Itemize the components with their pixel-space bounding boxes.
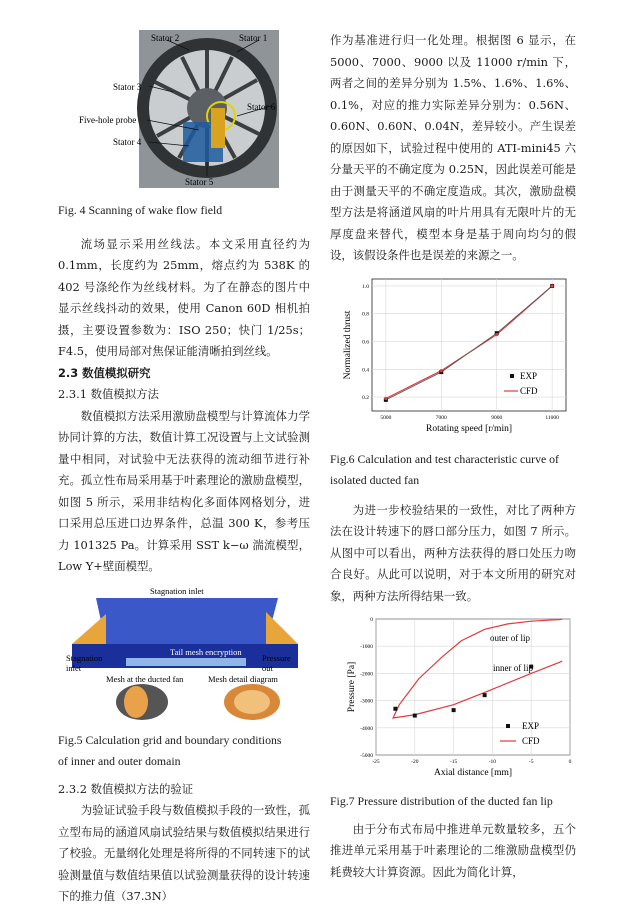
fig6-caption-line1: Fig.6 Calculation and test characteristic curve of [330,451,559,466]
y-tick-label: -2000 [360,671,373,678]
data-point-exp [413,714,417,718]
x-tick-label: 5000 [380,414,392,421]
data-point-exp [483,693,487,697]
data-point-exp [452,708,456,712]
paragraph-lip-pressure: 为进一步校验结果的一致性，对比了两种方法在设计转速下的唇口部分压力，如图 7 所示。从图中可以看出，两种方法获得的唇口处压力吻合良好。从此可以说明，对于本文所用的研究对象，两种方法所得结果一致。 [330,502,576,603]
paragraph-validation: 为验证试验手段与数值模拟手段的一致性，孤立型布局的涵道风扇试验结果与数值模拟结果进行了校验。无量纲化处理是将所得的不同转速下的试验测量值与数值结果值以试验测量获得的设计转速下的推力值（37.3N） [58,803,310,903]
figure-4 [79,30,289,188]
legend-label-cfd: CFD [520,385,538,396]
x-axis-label: Axial distance [mm] [433,768,513,778]
mesh-diagram [66,584,302,724]
legend-label-exp: EXP [522,721,540,731]
y-axis-label: Pressure [Pa] [347,661,357,713]
y-tick-label: 0.2 [362,394,369,401]
x-tick-label: -10 [488,759,497,765]
x-tick-label: -25 [372,759,380,765]
fig6-caption-line2: isolated ducted fan [330,473,420,487]
subsection-heading-2-3-1: 2.3.1 数值模拟方法 [58,387,159,401]
label-mesh-fan: Mesh at the ducted fan [106,673,184,684]
x-tick-label: -20 [411,759,419,765]
wake-flow-photo [79,30,289,188]
fig5-caption-line1: Fig.5 Calculation grid and boundary conditions [58,732,282,747]
legend-marker-exp [506,724,510,728]
series-line-cfd [393,619,562,718]
y-tick-label: -3000 [360,698,373,705]
data-point-exp [393,707,397,711]
y-tick-label: 0 [370,617,373,623]
subsection-heading-2-3-2: 2.3.2 数值模拟方法的验证 [58,781,194,796]
label-mesh-detail: Mesh detail diagram [208,673,278,684]
fig5-caption-line2: of inner and outer domain [58,754,181,768]
label-tail-mesh: Tail mesh encryption [170,646,242,657]
annotation-outer-lip: outer of lip [490,633,530,643]
label-probe: Five-hole probe [79,115,137,125]
label-stator5: Stator 5 [185,177,214,187]
legend-label-cfd: CFD [522,736,540,746]
label-stator2: Stator 2 [151,33,180,43]
paragraph-normalization: 作为基准进行归一化处理。根据图 6 显示，在 5000、7000、9000 以及 11000 r/min 下，两者之间的差异分别为 1.5%、1.6%、1.6%、0.1%，对应的推力实际差异分别为：0.56N、0.60N、0.60N、0.04N，差异较小。产生误差的原因如下，试验过程中使用的 ATI-mini45 六分量天平的不确定度为 0.25N，因此误差可能是由于测量天平的不确定度造成。其次，激励盘模型方法是将涵道风扇的叶片用具有无限叶片的无厚度盘来替代，模型本身是基于周向均匀的假设，该假设条件也是误差的来源之一。 [330,33,576,262]
y-tick-label: 0.4 [362,366,369,373]
fig4-caption: Fig. 4 Scanning of wake flow field [58,203,223,217]
label-pressure-out: Pressure out [262,652,291,673]
legend-marker-exp [510,374,514,378]
thrust-chart [330,273,576,443]
paragraph-numerical-method: 数值模拟方法采用激励盘模型与计算流体力学协同计算的方法，数值计算工况设置与上文试验测量中相同，对试验中无法获得的流动细节进行补充。孤立性布局采用基于叶素理论的激励盘模型，如图 5 所示，采用非结构化多面体网格划分，进口采用总压进口边界条件，总温 300 K，参考压力 101325 Pa。计算采用 SST k−ω 湍流模型，Low Y+壁面模型。 [58,408,310,573]
x-tick-label: -5 [528,759,534,765]
plot-frame [376,619,570,755]
fig7-caption: Fig.7 Pressure distribution of the ducted fan lip [330,794,553,808]
x-tick-label: 9000 [491,414,503,421]
label-stator4: Stator 4 [113,137,142,147]
label-stagnation-inlet-top: Stagnation inlet [150,585,204,596]
x-tick-label: 7000 [435,414,447,421]
label-stagnation-inlet-left: Stagnation inlet [66,652,103,673]
y-tick-label: -4000 [360,725,373,732]
label-stator1: Stator 1 [239,33,268,43]
y-tick-label: 0.8 [362,311,369,318]
figure-5 [66,584,302,724]
series-line-exp [386,285,552,399]
label-stator3: Stator 3 [113,82,142,92]
y-tick-label: -1000 [360,644,373,651]
left-column [58,30,310,908]
x-tick-label: 11000 [545,414,559,421]
y-tick-label: 1.0 [362,283,369,290]
section-heading-2-3: 2.3 数值模拟研究 [58,365,151,380]
x-tick-label: 0 [568,759,572,765]
series-line-cfd [386,285,552,398]
right-column [330,30,576,883]
paragraph-distributed-layout: 由于分布式布局中推进单元数量较多，五个推进单元采用基于叶素理论的二维激励盘模型仍耗费较大计算资源。因此为简化计算， [330,821,576,879]
data-point-cfd [440,369,443,372]
paragraph-flow-display: 流场显示采用丝线法。本文采用直径约为0.1mm，长度约为 25mm，熔点约为 538K 的 402 号涤纶作为丝线材料。为了在静态的图片中显示丝线抖动的效果，使用 Canon 60D 相机拍摄，主要设置参数为：ISO 250；快门 1/25s；F4.5，使用局部对焦保证能清晰拍到丝线。 [58,236,310,358]
data-point-cfd [551,284,554,287]
x-axis-label: Rotating speed [r/min] [425,423,513,434]
lip-pressure-chart [330,613,576,785]
y-tick-label: 0.6 [362,339,369,346]
legend-label-exp: EXP [520,370,538,381]
label-stator6: Stator 6 [247,102,276,112]
annotation-inner-lip: inner of lip [493,663,533,673]
x-tick-label: -15 [449,759,458,765]
y-axis-label: Normalized thrust [343,310,353,379]
data-point-cfd [384,396,387,399]
y-tick-label: -5000 [360,753,373,759]
data-point-cfd [495,332,498,335]
